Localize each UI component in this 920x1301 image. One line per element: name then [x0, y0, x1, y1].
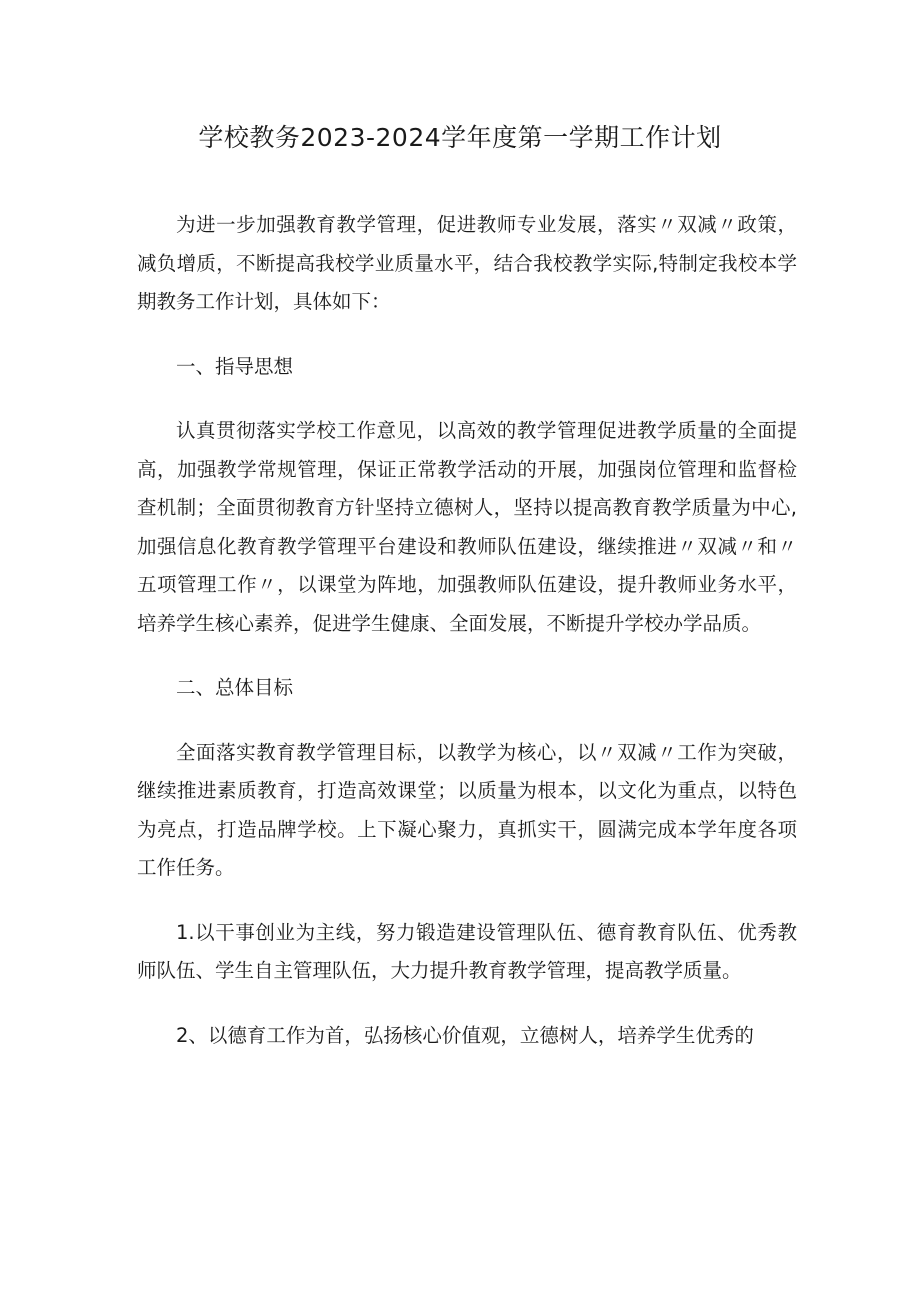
document-title: 学校教务2023-2024学年度第一学期工作计划: [198, 123, 722, 152]
section-heading-guiding-ideology: 一、指导思想: [176, 354, 294, 378]
section-heading-overall-goals: 二、总体目标: [176, 676, 294, 699]
guiding-ideology-paragraph: 认真贯彻落实学校工作意见，以高效的教学管理促进教学质量的全面提高，加强教学常规管理，保证正常教学活动的开展，加强岗位管理和监督检查机制；全面贯彻教育方针坚持立德树人，坚持以提高教育教学质量为中心,加强信息化教育教学管理平台建设和教师队伍建设，继续推进〃双减〃和〃五项管理工作〃，以课堂为阵地，加强教师队伍建设，提升教师业务水平，培养学生核心素养，促进学生健康、全面发展，不断提升学校办学品质。: [137, 419, 797, 635]
intro-paragraph: 为进一步加强教育教学管理，促进教师专业发展，落实〃双减〃政策，减负增质，不断提高我校学业质量水平，结合我校教学实际,特制定我校本学期教务工作计划，具体如下：: [137, 213, 797, 313]
document-body: [137, 206, 797, 1081]
overall-goals-paragraph: 全面落实教育教学管理目标，以教学为核心，以〃双减〃工作为突破，继续推进素质教育，打造高效课堂；以质量为根本，以文化为重点，以特色为亮点，打造品牌学校。上下凝心聚力，真抓实干，圆满完成本学年度各项工作任务。: [137, 740, 797, 879]
goal-item-2: 2、以德育工作为首，弘扬核心价值观，立德树人，培养学生优秀的: [176, 1023, 754, 1047]
goal-item-1: 1.以干事创业为主线，努力锻造建设管理队伍、德育教育队伍、优秀教师队伍、学生自主管理队伍，大力提升教育教学管理，提高教学质量。: [137, 920, 797, 982]
